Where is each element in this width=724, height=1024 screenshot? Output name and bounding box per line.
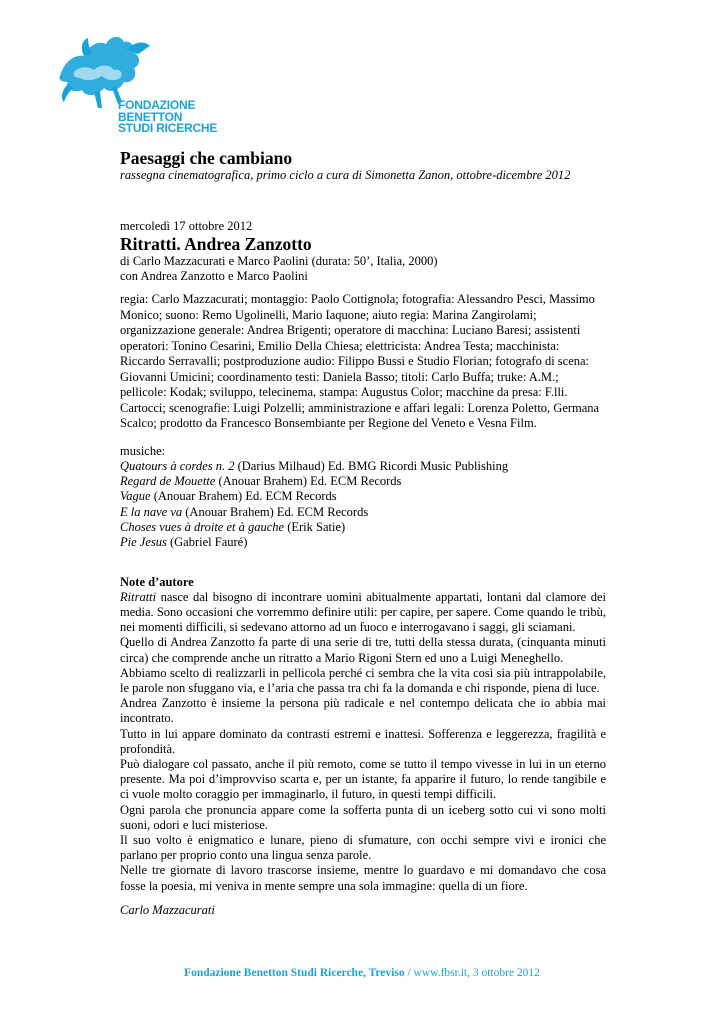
film-cast: con Andrea Zanzotto e Marco Paolini [120,269,308,283]
notes-paragraph: Può dialogare col passato, anche il più remoto, come se tutto il tempo vivesse in lui in un eterno presente. Ma poi d’improvviso scarta e, per un istante, fa apparire il futuro, lo rende tangibile e ci vuole molto coraggio per immaginarlo, il futuro, in questi tempi difficili. [120,757,606,802]
music-details: (Anouar Brahem) Ed. ECM Records [150,489,337,504]
music-item [120,505,606,520]
notes-paragraph: Ogni parola che pronuncia appare come la sofferta punta di un iceberg sotto cui vi sono molti suoni, odori e luci misteriose. [120,802,606,832]
author-notes [120,575,606,918]
notes-paragraph [120,590,606,636]
music-item [120,489,606,504]
music-item [120,474,606,489]
logo-line: STUDI RICERCHE [118,121,218,135]
page-footer [0,966,724,980]
footer-organization: Fondazione Benetton Studi Ricerche, Treviso [184,967,405,979]
page-title: Paesaggi che cambiano [120,148,293,168]
page-subtitle: rassegna cinematografica, primo ciclo a cura di Simonetta Zanon, ottobre-dicembre 2012 [120,168,571,182]
screening-date: mercoledì 17 ottobre 2012 [120,219,253,233]
author-signature: Carlo Mazzacurati [120,902,215,917]
music-title: E la nave va [120,504,183,519]
music-details: (Gabriel Fauré) [166,535,248,550]
logo-line: FONDAZIONE [118,98,196,112]
music-details: (Anouar Brahem) Ed. ECM Records [215,474,402,489]
logo-line: BENETTON [118,109,183,124]
notes-paragraph: Nelle tre giornate di lavoro trascorse insieme, mentre lo guardavo e mi domandavo che cosa fosse la poesia, mi veniva in mente sempre una sola immagine: quella di un fiore. [120,863,606,893]
film-credits: regia: Carlo Mazzacurati; montaggio: Paolo Cottignola; fotografia: Alessandro Pesci, Massimo Monico; suono: Remo Ugolinelli, Mario Iaquone; aiuto regia: Marina Zangirolami; organizzazione generale: Andrea Brigenti; operatore di macchina: Luciano Baresi; assistenti operatori: Tonino Cesarini, Emilio Della Chiesa; elettricista: Andrea Testa; macchinista: Riccardo Serravalli; postproduzione audio: Filippo Bussi e Studio Florian; fotografo di scena: Giovanni Umicini; coordinamento testi: Daniela Basso; titoli: Carlo Buffa; truke: A.M.; pellicole: Kodak; sviluppo, telecinema, stampa: Augustus Color; macchine da presa: F.lli. Cartocci; scenografie: Luigi Polzelli; amministrazione e affari legali: Lorenza Poletto, Germana Scalco; prodotto da Francesco Bonsembiante per Regione del Veneto e Vesna Film. [120,292,600,430]
music-title: Quatours à cordes n. 2 [120,458,235,473]
document-body [120,148,606,918]
notes-paragraph: Quello di Andrea Zanzotto fa parte di una serie di tre, tutti della stessa durata, (cinquanta minuti circa) che comprende anche un ritratto a Mario Rigoni Stern ed uno a Luigi Meneghello. [120,635,606,665]
notes-paragraph: Andrea Zanzotto è insieme la persona più radicale e nel contempo delicata che io abbia mai incontrato. [120,696,606,726]
music-heading: musiche: [120,443,166,458]
music-item [120,459,606,474]
music-item [120,535,606,550]
music-details: (Darius Milhaud) Ed. BMG Ricordi Music Publishing [234,458,509,473]
music-details: (Erik Satie) [284,519,346,534]
film-title: Ritratti. Andrea Zanzotto [120,234,312,254]
logo-wordmark [118,100,217,135]
notes-paragraph: Tutto in lui appare dominato da contrasti estremi e inattesi. Sofferenza e leggerezza, fragilità e profondità. [120,726,606,756]
music-section [120,444,606,551]
music-item [120,520,606,535]
music-title: Pie Jesus [120,535,167,550]
footer-website-date: / www.fbsr.it, 3 ottobre 2012 [404,967,540,979]
notes-heading: Note d’autore [120,574,194,589]
music-title: Vague [120,489,151,504]
music-title: Regard de Mouette [120,474,216,489]
music-details: (Anouar Brahem) Ed. ECM Records [182,504,369,519]
notes-paragraph: Il suo volto è enigmatico e lunare, pieno di sfumature, con occhi sempre vivi e ironici che parlano per proprio conto una lingua senza parole. [120,833,606,863]
foundation-logo [54,32,218,142]
notes-film-name: Ritratti [120,589,157,604]
film-directors: di Carlo Mazzacurati e Marco Paolini (durata: 50’, Italia, 2000) [120,254,438,268]
music-title: Choses vues à droite et à gauche [120,519,285,534]
notes-paragraph-text: nasce dal bisogno di incontrare uomini abitualmente appartati, lontani dal clamore dei media. Sono occasioni che vorremmo definire utili: per capire, per sapere. Come quando le tribù, nei momenti difficili, si sedevano attorno ad un fuoco e interrogavano i saggi, gli sciamani. [120,589,606,635]
notes-paragraph: Abbiamo scelto di realizzarli in pellicola perché ci sembra che la vita così sia più intrappolabile, le parole non sfuggano via, e l’aria che passa tra chi fa la domanda e chi risponde, piena di luce. [120,665,606,695]
